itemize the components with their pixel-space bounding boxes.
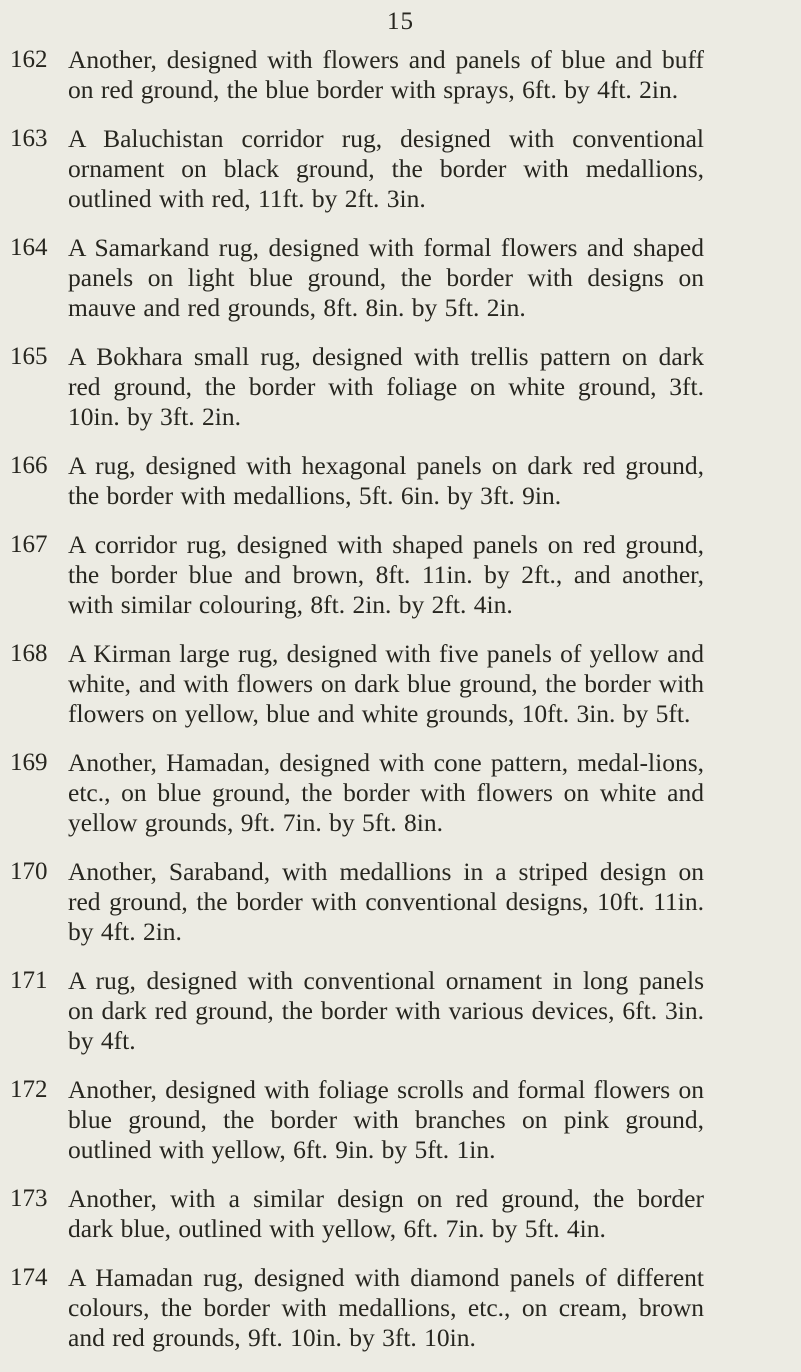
lot-entry: [0, 124, 801, 214]
lot-entry: [0, 530, 801, 620]
lot-entry: [0, 1184, 801, 1244]
lot-number: 170: [10, 858, 48, 885]
lot-list: [0, 45, 801, 1372]
lot-entry: [0, 342, 801, 432]
lot-description: A rug, designed with hexagonal panels on dark red ground, the border with medallions, 5ft. 6in. by 3ft. 9in.: [68, 451, 704, 510]
lot-description: Another, with a similar design on red ground, the border dark blue, outlined with yellow, 6ft. 7in. by 5ft. 4in.: [68, 1184, 704, 1243]
lot-entry: [0, 639, 801, 729]
lot-number: 168: [10, 640, 48, 667]
lot-entry: [0, 966, 801, 1056]
lot-number: 169: [10, 749, 48, 776]
lot-description: Another, designed with flowers and panels of blue and buff on red ground, the blue border with sprays, 6ft. by 4ft. 2in.: [68, 45, 704, 104]
lot-number: 174: [10, 1264, 48, 1291]
lot-number: 167: [10, 531, 48, 558]
lot-description: Another, Hamadan, designed with cone pattern, medal-lions, etc., on blue ground, the border with flowers on white and yellow grounds, 9ft. 7in. by 5ft. 8in.: [68, 748, 704, 837]
lot-number: 173: [10, 1185, 48, 1212]
lot-description: A corridor rug, designed with shaped panels on red ground, the border blue and brown, 8ft. 11in. by 2ft., and another, with similar colouring, 8ft. 2in. by 2ft. 4in.: [68, 530, 704, 619]
lot-description: A Baluchistan corridor rug, designed with conventional ornament on black ground, the border with medallions, outlined with red, 11ft. by 2ft. 3in.: [68, 124, 704, 213]
lot-entry: [0, 451, 801, 511]
lot-description: A Bokhara small rug, designed with trellis pattern on dark red ground, the border with foliage on white ground, 3ft. 10in. by 3ft. 2in.: [68, 342, 704, 431]
lot-number: 163: [10, 125, 48, 152]
lot-number: 171: [10, 967, 48, 994]
lot-number: 172: [10, 1076, 48, 1103]
lot-number: 164: [10, 234, 48, 261]
lot-entry: [0, 45, 801, 105]
lot-entry: [0, 233, 801, 323]
page-number: 15: [387, 8, 414, 35]
lot-description: Another, designed with foliage scrolls and formal flowers on blue ground, the border with branches on pink ground, outlined with yellow, 6ft. 9in. by 5ft. 1in.: [68, 1075, 704, 1164]
lot-description: A rug, designed with conventional ornament in long panels on dark red ground, the border with various devices, 6ft. 3in. by 4ft.: [68, 966, 704, 1055]
lot-description: A Hamadan rug, designed with diamond panels of different colours, the border with medallions, etc., on cream, brown and red grounds, 9ft. 10in. by 3ft. 10in.: [68, 1263, 704, 1352]
lot-number: 165: [10, 343, 48, 370]
lot-description: A Samarkand rug, designed with formal flowers and shaped panels on light blue ground, the border with designs on mauve and red grounds, 8ft. 8in. by 5ft. 2in.: [68, 233, 704, 322]
lot-description: Another, Saraband, with medallions in a striped design on red ground, the border with conventional designs, 10ft. 11in. by 4ft. 2in.: [68, 857, 704, 946]
lot-number: 166: [10, 452, 48, 479]
lot-entry: [0, 1075, 801, 1165]
lot-entry: [0, 857, 801, 947]
lot-entry: [0, 748, 801, 838]
lot-entry: [0, 1263, 801, 1353]
lot-number: 162: [10, 46, 48, 73]
lot-description: A Kirman large rug, designed with five panels of yellow and white, and with flowers on dark blue ground, the border with flowers on yellow, blue and white grounds, 10ft. 3in. by 5ft.: [68, 639, 704, 728]
